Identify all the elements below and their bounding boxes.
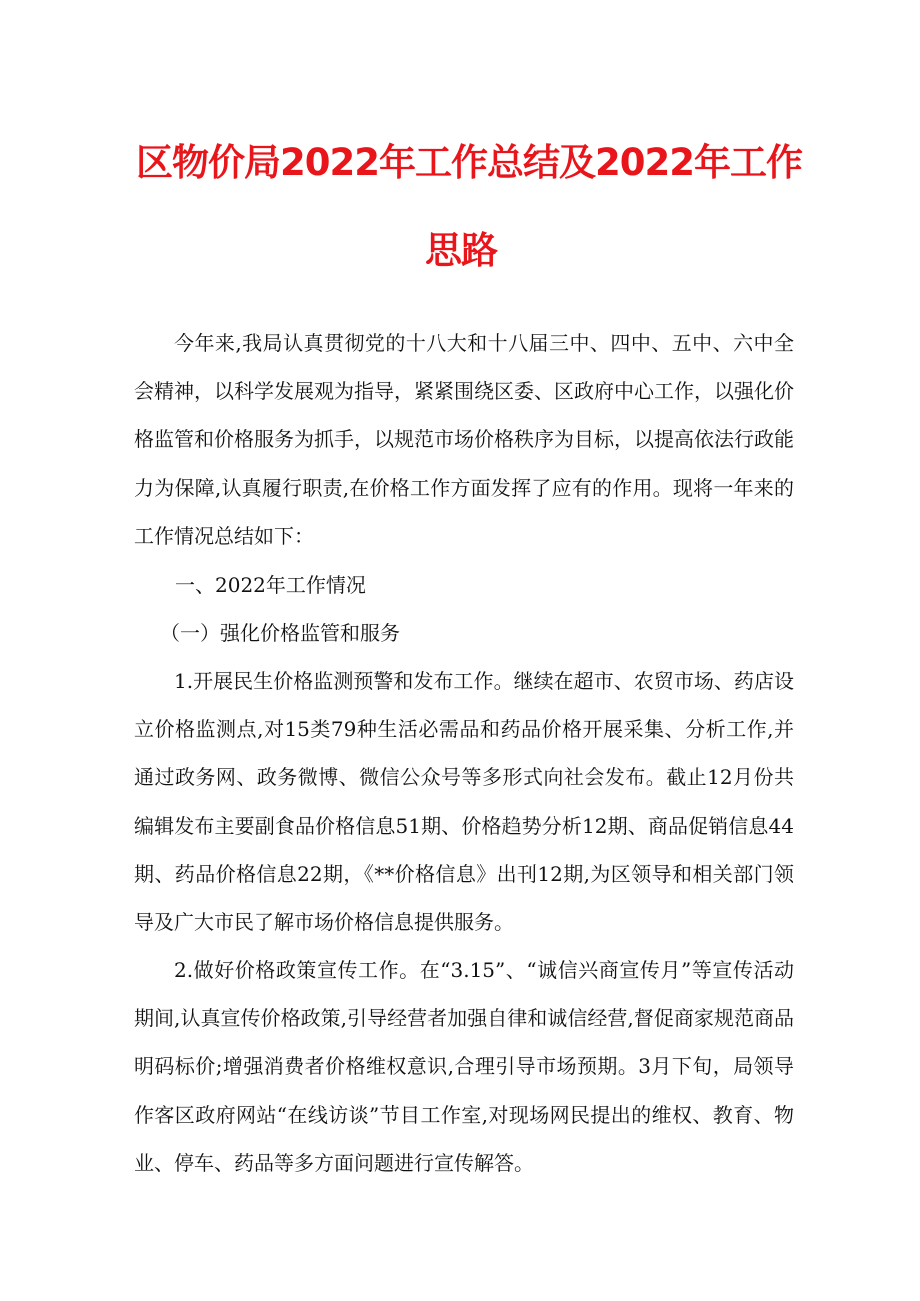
document-title-line-1: 区物价局2022年工作总结及2022年工作: [136, 141, 802, 184]
intro-paragraph: 今年来,我局认真贯彻党的十八大和十八届三中、四中、五中、六中全会精神，以科学发展观为指导，紧紧围绕区委、区政府中心工作，以强化价格监管和价格服务为抓手，以规范市场价格秩序为目标，以提高依法行政能力为保障,认真履行职责,在价格工作方面发挥了应有的作用。现将一年来的工作情况总结如下：: [134, 331, 794, 548]
subsection-heading-1: （一）强化价格监管和服务: [160, 621, 400, 645]
section-heading-1: 一、2022年工作情况: [175, 573, 366, 597]
item-paragraph-2: 2.做好价格政策宣传工作。在“3.15”、“诚信兴商宣传月”等宣传活动期间,认真宣传价格政策,引导经营者加强自律和诚信经营,督促商家规范商品明码标价;增强消费者价格维权意识,合理引导市场预期。3月下旬，局领导作客区政府网站“在线访谈”节目工作室,对现场网民提出的维权、教育、物业、停车、药品等多方面问题进行宣传解答。: [134, 958, 794, 1175]
item-paragraph-1: 1.开展民生价格监测预警和发布工作。继续在超市、农贸市场、药店设立价格监测点,对15类79种生活必需品和药品价格开展采集、分析工作,并通过政务网、政务微博、微信公众号等多形式向社会发布。截止12月份共编辑发布主要副食品价格信息51期、价格趋势分析12期、商品促销信息44期、药品价格信息22期，《**价格信息》出刊12期,为区领导和相关部门领导及广大市民了解市场价格信息提供服务。: [134, 669, 794, 935]
document-title-line-2: 思路: [425, 229, 497, 272]
